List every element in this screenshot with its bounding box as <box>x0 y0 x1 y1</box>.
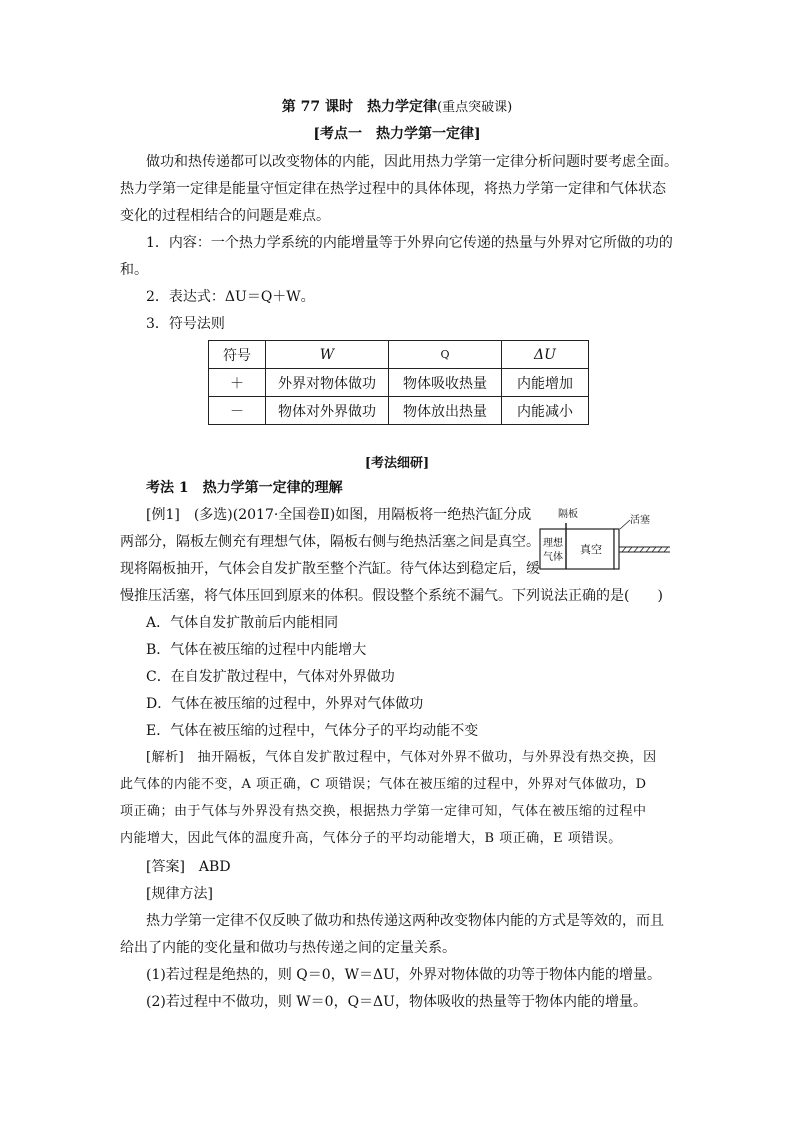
table-cell: 内能减小 <box>502 397 589 425</box>
analysis-line-2: 此气体的内能不变，A 项正确，C 项错误；气体在被压缩的过程中，外界对气体做功，D <box>120 777 647 792</box>
analysis-line-3: 项正确；由于气体与外界没有热交换，根据热力学第一定律可知，气体在被压缩的过程中 <box>120 804 647 819</box>
example-line-2: 两部分，隔板左侧充有理想气体，隔板右侧与绝热活塞之间是真空。 <box>120 534 540 550</box>
point-1-line-1: 1．内容：一个热力学系统的内能增量等于外界向它传递的热量与外界对它所做的功的 <box>146 235 673 251</box>
option-e: E．气体在被压缩的过程中，气体分子的平均动能不变 <box>146 723 479 739</box>
table-cell: ＋ <box>209 369 266 397</box>
cylinder-diagram <box>538 505 678 575</box>
partition-label: 隔板 <box>558 509 578 520</box>
lesson-title-note: (重点突破课) <box>437 100 513 115</box>
cylinder-body <box>540 529 614 569</box>
point-3-sign-rule: 3．符号法则 <box>146 316 225 332</box>
intro-line-1: 做功和热传递都可以改变物体的内能，因此用热力学第一定律分析问题时要考虑全面。 <box>146 154 678 170</box>
table-cell: 物体吸收热量 <box>389 369 502 397</box>
table-header-cell: W <box>266 341 389 369</box>
option-b: B．气体在被压缩的过程中内能增大 <box>146 642 367 658</box>
intro-line-3: 变化的过程相结合的问题是难点。 <box>120 208 330 224</box>
example-line-3: 现将隔板抽开，气体会自发扩散至整个汽缸。待气体达到稳定后，缓 <box>120 561 540 577</box>
gas-label-line-1: 理想 <box>543 538 563 549</box>
study-heading: [考法细研] <box>364 456 430 471</box>
example-line-1: [例1] (多选)(2017·全国卷Ⅱ)如图，用隔板将一绝热汽缸分成 <box>146 507 532 523</box>
method-heading: 考法 1 热力学第一定律的理解 <box>146 480 343 496</box>
table-row <box>209 397 589 425</box>
rod-hatching <box>622 547 668 552</box>
point-1-line-2: 和。 <box>120 262 148 278</box>
option-a: A．气体自发扩散前后内能相同 <box>146 615 339 631</box>
section-heading: [考点一 热力学第一定律] <box>313 126 481 142</box>
intro-line-2: 热力学第一定律是能量守恒定律在热学过程中的具体体现，将热力学第一定律和气体状态 <box>120 181 666 197</box>
table-cell: 外界对物体做功 <box>266 369 389 397</box>
rule-heading: [规律方法] <box>146 886 213 902</box>
table-cell: 内能增加 <box>502 369 589 397</box>
piston-leader-line <box>620 520 630 529</box>
gas-label-line-2: 气体 <box>543 552 563 563</box>
analysis-line-1: [解析] 抽开隔板，气体自发扩散过程中，气体对外界不做功，与外界没有热交换，因 <box>146 750 657 765</box>
rule-line-2: 给出了内能的变化量和做功与热传递之间的定量关系。 <box>120 940 456 956</box>
table-header-cell: ΔU <box>502 341 589 369</box>
lesson-title <box>0 96 794 116</box>
table-cell: － <box>209 397 266 425</box>
table-cell: 物体放出热量 <box>389 397 502 425</box>
rule-line-1: 热力学第一定律不仅反映了做功和热传递这两种改变物体内能的方式是等效的，而且 <box>146 913 664 929</box>
vacuum-label: 真空 <box>580 543 602 556</box>
analysis-line-4: 内能增大，因此气体的温度升高，气体分子的平均动能增大，B 项正确，E 项错误。 <box>120 831 622 846</box>
option-d: D．气体在被压缩的过程中，外界对气体做功 <box>146 696 424 712</box>
rule-line-3: (1)若过程是绝热的，则 Q＝0，W＝ΔU，外界对物体做的功等于物体内能的增量。 <box>146 967 661 983</box>
lesson-title-text: 第 77 课时 热力学定律 <box>281 99 438 115</box>
table-header-cell: 符号 <box>209 341 266 369</box>
table-cell: 物体对外界做功 <box>266 397 389 425</box>
table-header-cell: Q <box>389 341 502 369</box>
piston-label: 活塞 <box>630 515 650 526</box>
answer-line: [答案] ABD <box>146 859 231 875</box>
piston <box>614 529 619 569</box>
table-row <box>209 369 589 397</box>
example-line-4: 慢推压活塞，将气体压回到原来的体积。假设整个系统不漏气。下列说法正确的是( ) <box>120 588 663 604</box>
sign-rule-table <box>208 340 589 425</box>
point-2-expression: 2．表达式：ΔU＝Q＋W。 <box>146 289 315 305</box>
option-c: C．在自发扩散过程中，气体对外界做功 <box>146 669 395 685</box>
rule-line-4: (2)若过程中不做功，则 W＝0，Q＝ΔU，物体吸收的热量等于物体内能的增量。 <box>146 994 647 1010</box>
table-header-row <box>209 341 589 369</box>
